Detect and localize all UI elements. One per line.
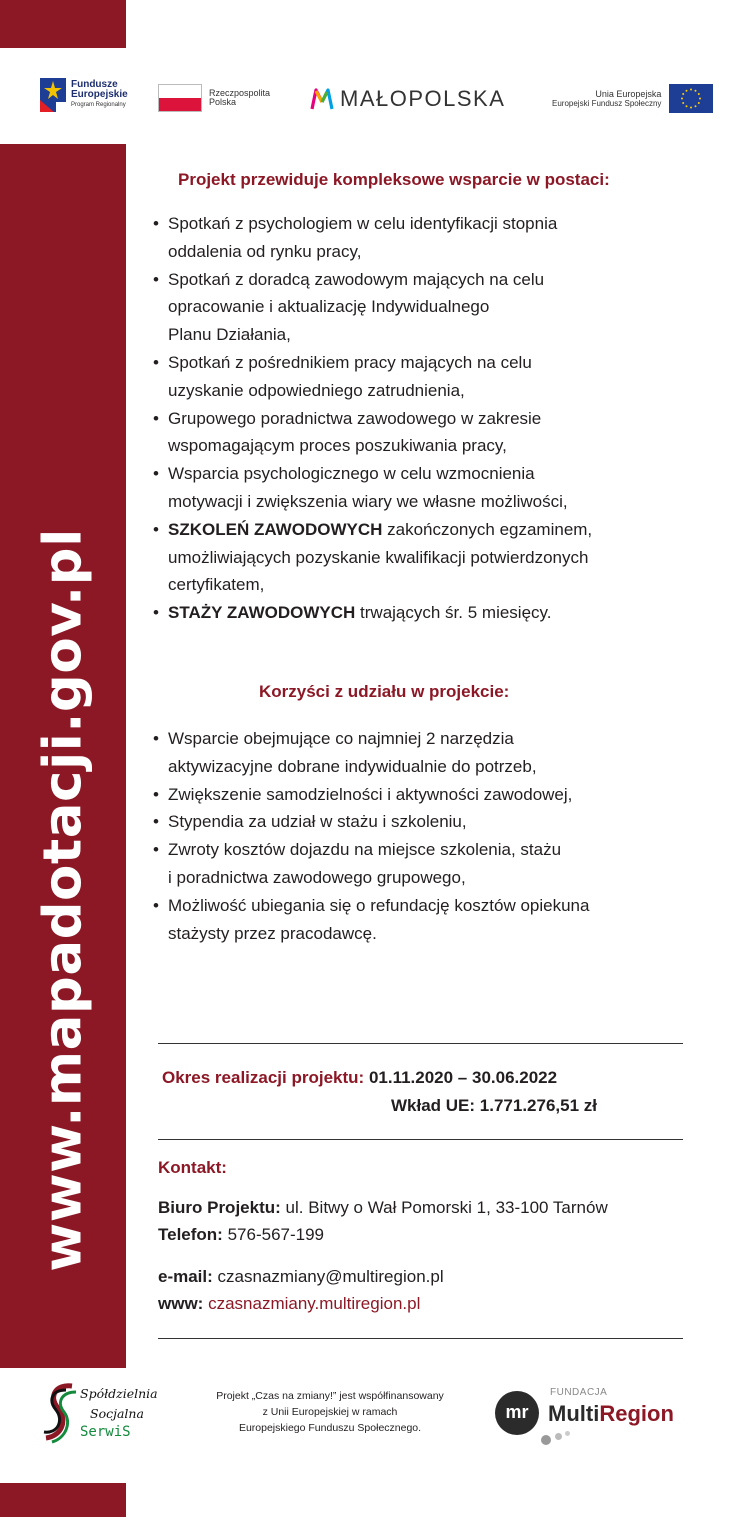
bullet-icon: • (153, 464, 159, 484)
list-item (153, 516, 592, 544)
bullet-icon: • (153, 519, 159, 539)
list-item (153, 210, 592, 238)
bottom-accent-bar (0, 1483, 126, 1517)
phone-row (158, 1225, 324, 1245)
list-item (153, 808, 589, 836)
spoldzielnia-serwis-logo: Spółdzielnia Socjalna SerwiS (42, 1380, 172, 1448)
phone-label: Telefon: (158, 1225, 223, 1244)
contact-heading: Kontakt: (158, 1158, 227, 1177)
item-text: Wsparcia psychologicznego w celu wzmocnienia (168, 464, 535, 484)
list-item (153, 488, 592, 516)
top-accent-bar (0, 0, 126, 48)
list-item (153, 238, 592, 266)
fundusze-europejskie-logo: Fundusze Europejskie Program Regionalny (40, 78, 128, 112)
bullet-icon: • (153, 895, 159, 915)
divider-middle (158, 1139, 683, 1140)
item-text: aktywizacyjne dobrane indywidualnie do potrzeb, (168, 756, 537, 776)
item-text: uzyskanie odpowiedniego zatrudnienia, (168, 380, 465, 400)
list-item (153, 544, 592, 572)
email-row (158, 1267, 444, 1287)
benefits-heading: Korzyści z udziału w projekcie: (259, 682, 510, 701)
item-text: i poradnictwa zawodowego grupowego, (168, 867, 466, 887)
list-item (153, 864, 589, 892)
item-text: umożliwiających pozyskanie kwalifikacji potwierdzonych (168, 547, 589, 567)
contribution-value: 1.771.276,51 zł (479, 1096, 598, 1115)
rzeczpospolita-polska-logo: Rzeczpospolita Polska (158, 84, 270, 112)
mr-dot-icon (541, 1435, 551, 1445)
bullet-icon: • (153, 840, 159, 860)
list-item (153, 349, 592, 377)
bullet-icon: • (153, 269, 159, 289)
eu-flag-icon (669, 84, 713, 113)
benefits-list (153, 725, 589, 947)
list-item (153, 460, 592, 488)
mr-dot-icon (555, 1433, 562, 1440)
www-row (158, 1294, 420, 1314)
item-text: motywacji i zwiększenia wiary we własne możliwości, (168, 491, 568, 511)
item-text: Zwiększenie samodzielności i aktywności zawodowej, (168, 784, 573, 804)
item-text: Zwroty kosztów dojazdu na miejsce szkolenia, stażu (168, 840, 562, 860)
item-text: trwających śr. 5 miesięcy. (355, 603, 552, 623)
item-lead: STAŻY ZAWODOWYCH (168, 603, 356, 623)
bullet-icon: • (153, 408, 159, 428)
serwis-s-icon (42, 1382, 78, 1444)
bullet-icon: • (153, 603, 159, 623)
mr-mark-icon: mr (495, 1391, 539, 1435)
www-label: www: (158, 1294, 204, 1313)
item-text: opracowanie i aktualizację Indywidualnego (168, 297, 490, 317)
phone-value[interactable]: 576-567-199 (227, 1225, 325, 1244)
mr-dot-icon (565, 1431, 570, 1436)
contribution-row (391, 1096, 597, 1116)
unia-europejska-logo: Unia Europejska Europejski Fundusz Społeczny (552, 84, 713, 113)
bullet-icon: • (153, 214, 159, 233)
list-item (153, 571, 592, 599)
item-text: zakończonych egzaminem, (382, 519, 593, 539)
list-item (153, 266, 592, 294)
list-item (153, 321, 592, 349)
email-link[interactable]: czasnazmiany@multiregion.pl (217, 1267, 444, 1286)
list-item (153, 725, 589, 753)
bullet-icon: • (153, 352, 159, 372)
malopolska-logo: MAŁOPOLSKA (310, 86, 505, 112)
list-item (153, 836, 589, 864)
divider-bottom (158, 1338, 683, 1339)
list-item (153, 293, 592, 321)
bullet-icon: • (153, 784, 159, 804)
divider-top (158, 1043, 683, 1044)
office-row (158, 1198, 608, 1218)
bullet-icon: • (153, 812, 159, 832)
item-text: Grupowego poradnictwa zawodowego w zakresie (168, 408, 542, 428)
list-item (153, 920, 589, 948)
item-text: wspomagającym proces poszukiwania pracy, (168, 436, 507, 456)
support-list (153, 210, 592, 627)
item-text: Stypendia za udział w stażu i szkoleniu, (168, 812, 467, 832)
vertical-website-url[interactable]: www.mapadotacji.gov.pl (32, 528, 94, 1272)
period-row (162, 1068, 557, 1088)
polish-flag-icon (158, 84, 202, 112)
period-value: 01.11.2020 – 30.06.2022 (368, 1068, 558, 1087)
list-item (153, 377, 592, 405)
item-lead: SZKOLEŃ ZAWODOWYCH (168, 519, 383, 539)
list-item (153, 405, 592, 433)
support-heading: Projekt przewiduje kompleksowe wsparcie w postaci: (178, 170, 610, 189)
www-link[interactable]: czasnazmiany.multiregion.pl (208, 1294, 421, 1313)
list-item (153, 753, 589, 781)
item-text: Planu Działania, (168, 325, 291, 345)
item-text: Spotkań z doradcą zawodowym mających na celu (168, 269, 545, 289)
item-text: oddalenia od rynku pracy, (168, 241, 362, 261)
fe-star-icon (40, 78, 66, 112)
item-text: Wsparcie obejmujące co najmniej 2 narzędzia (168, 729, 514, 748)
fundacja-multiregion-logo: mr FUNDACJA MultiRegion (495, 1387, 695, 1447)
contribution-label: Wkład UE: (391, 1096, 476, 1115)
list-item (153, 432, 592, 460)
email-label: e-mail: (158, 1267, 213, 1286)
list-item (153, 599, 592, 627)
side-banner (0, 144, 126, 1368)
item-text: Spotkań z psychologiem w celu identyfikacji stopnia (168, 214, 558, 233)
item-text: Możliwość ubiegania się o refundację kosztów opiekuna (168, 895, 590, 915)
item-text: certyfikatem, (168, 575, 265, 595)
cofinancing-note: Projekt „Czas na zmiany!” jest współfinansowany z Unii Europejskiej w ramach Europejskiego Funduszu Społecznego. (216, 1390, 444, 1434)
item-text: Spotkań z pośrednikiem pracy mających na celu (168, 352, 532, 372)
bullet-icon: • (153, 729, 159, 748)
malopolska-m-icon (310, 88, 334, 110)
list-item (153, 781, 589, 809)
list-item (153, 892, 589, 920)
office-address: ul. Bitwy o Wał Pomorski 1, 33-100 Tarnów (285, 1198, 608, 1217)
office-label: Biuro Projektu: (158, 1198, 281, 1217)
period-label: Okres realizacji projektu: (162, 1068, 365, 1087)
item-text: stażysty przez pracodawcę. (168, 923, 377, 943)
